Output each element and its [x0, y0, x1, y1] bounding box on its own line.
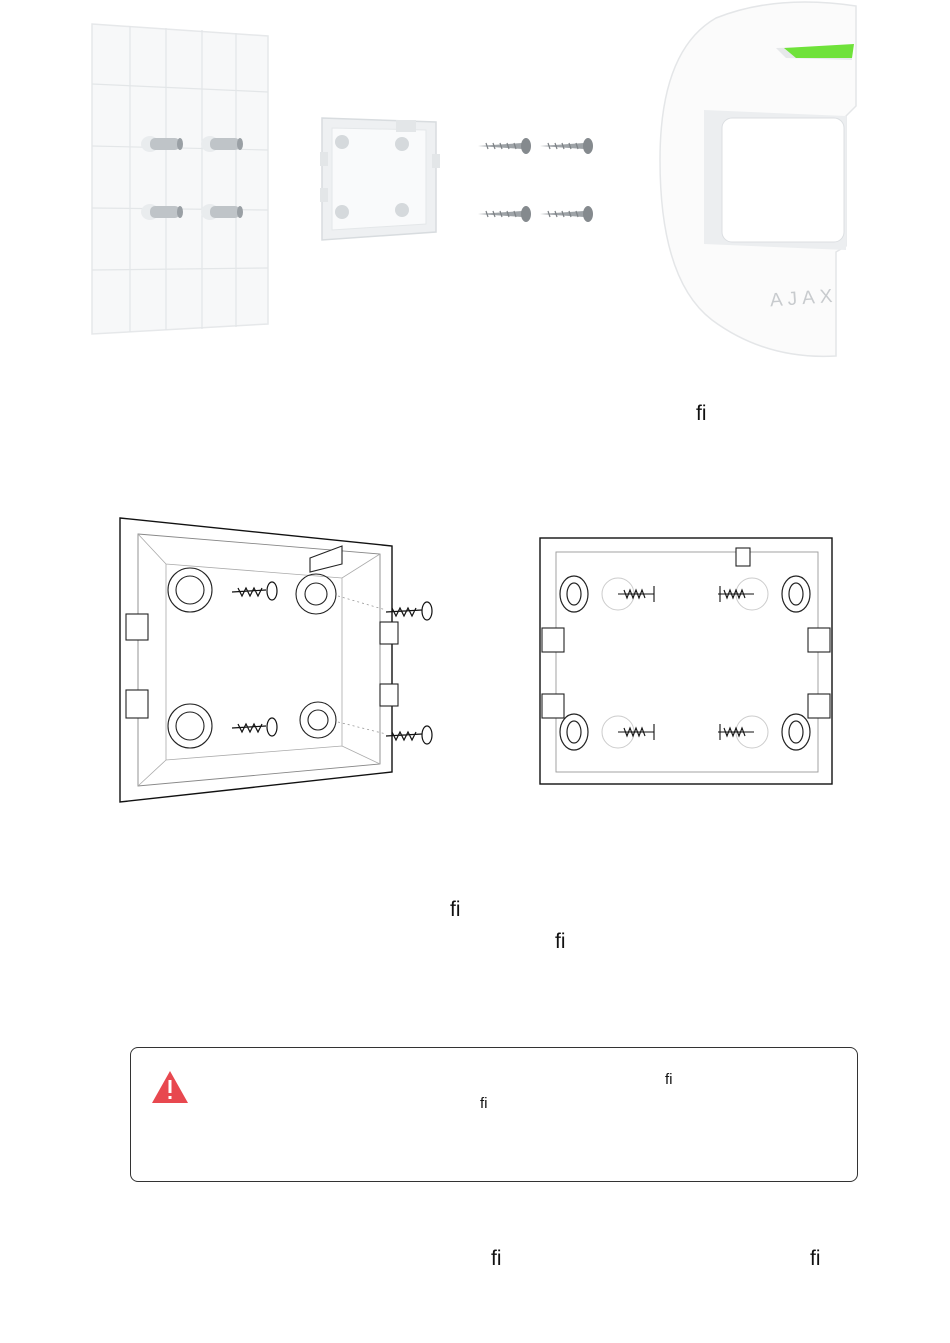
- diagram-ligature-1: ﬁ: [450, 898, 461, 921]
- installation-kit-illustration: [0, 0, 950, 425]
- brand-logo: AJAX: [769, 285, 839, 312]
- footer-ligature-left: ﬁ: [491, 1247, 502, 1270]
- diagram-ligature-2: ﬁ: [555, 930, 566, 953]
- mounting-panel-image: [318, 112, 444, 244]
- wall-with-plugs-image: [88, 22, 273, 337]
- warning-callout: [130, 1047, 858, 1182]
- mounting-panel-front-drawing: [536, 536, 836, 788]
- warning-ligature-2: ﬁ: [480, 1095, 488, 1112]
- mounting-panel-perspective-drawing: [116, 514, 446, 806]
- mounting-diagrams: [0, 500, 950, 820]
- caption-ligature: ﬁ: [696, 402, 707, 425]
- warning-triangle-icon: [150, 1069, 190, 1105]
- warning-ligature-1: ﬁ: [665, 1071, 673, 1088]
- footer-ligature-right: ﬁ: [810, 1247, 821, 1270]
- screws-image: [474, 132, 604, 228]
